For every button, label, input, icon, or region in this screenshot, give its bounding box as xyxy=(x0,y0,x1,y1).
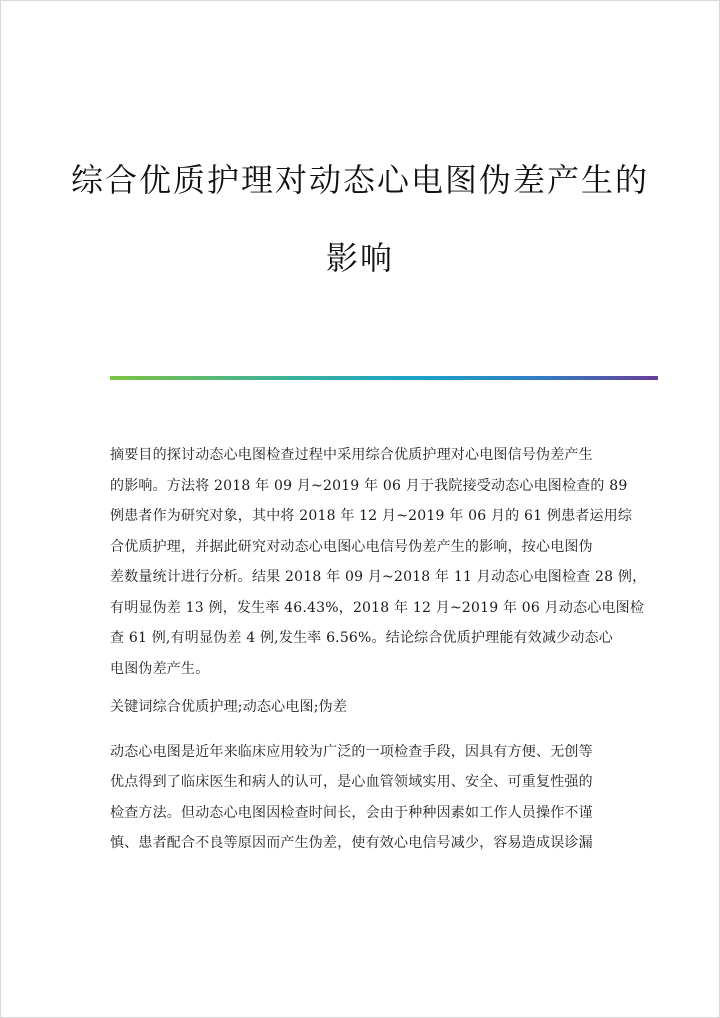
abstract-line: 摘要目的探讨动态心电图检查过程中采用综合优质护理对心电图信号伪差产生 xyxy=(110,447,593,463)
title-line-2: 影响 xyxy=(325,239,394,277)
abstract-line: 有明显伪差 13 例，发生率 46.43%，2018 年 12 月~2019 年 06 月动态心电图检 xyxy=(110,599,645,616)
intro-line: 动态心电图是近年来临床应用较为广泛的一项检查手段，因具有方便、无创等 xyxy=(110,743,593,760)
title-line-1: 综合优质护理对动态心电图伪差产生的 xyxy=(70,161,649,199)
paper-title xyxy=(60,160,660,278)
abstract-line: 的影响。方法将 2018 年 09 月~2019 年 06 月于我院接受动态心电图检查的 89 xyxy=(110,477,628,494)
gradient-divider xyxy=(110,376,658,380)
abstract-line: 电图伪差产生。 xyxy=(110,660,210,677)
abstract-line: 合优质护理，并据此研究对动态心电图心电信号伪差产生的影响，按心电图伪 xyxy=(110,538,593,555)
intro-line: 优点得到了临床医生和病人的认可，是心血管领域实用、安全、可重复性强的 xyxy=(110,774,593,790)
abstract-line: 查 61 例,有明显伪差 4 例,发生率 6.56%。结论综合优质护理能有效减少动态心 xyxy=(110,630,613,646)
intro-line: 检查方法。但动态心电图因检查时间长，会由于种种因素如工作人员操作不谨 xyxy=(110,804,593,821)
abstract-line: 例患者作为研究对象，其中将 2018 年 12 月~2019 年 06 月的 61 例患者运用综 xyxy=(110,508,633,524)
abstract-line: 差数量统计进行分析。结果 2018 年 09 月~2018 年 11 月动态心电图检查 28 例， xyxy=(110,569,647,585)
keywords-line: 关键词综合优质护理;动态心电图;伪差 xyxy=(110,699,348,715)
abstract-paragraph xyxy=(110,440,647,684)
paper-body xyxy=(110,440,647,859)
intro-paragraph xyxy=(110,737,610,859)
intro-line: 慎、患者配合不良等原因而产生伪差，使有效心电信号减少，容易造成误诊漏 xyxy=(110,835,593,851)
